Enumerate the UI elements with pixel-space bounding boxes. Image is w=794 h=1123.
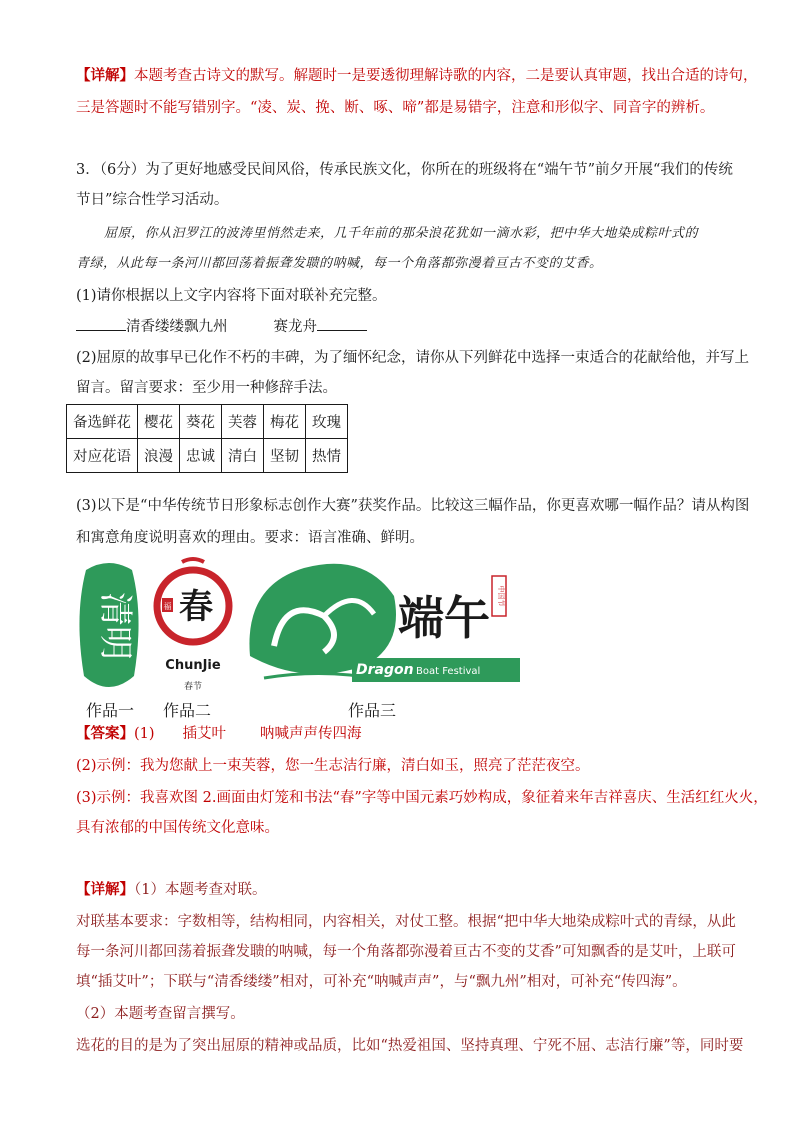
- flower-table: [66, 404, 348, 473]
- couplet-lower: 赛龙舟: [273, 319, 317, 335]
- couplet: [76, 316, 367, 337]
- table-cell: 玫瑰: [306, 405, 348, 439]
- answer-2: (2)示例：我为您献上一束芙蓉，您一生志洁行廉，清白如玉，照亮了茫茫夜空。: [76, 758, 590, 774]
- table-cell: 清白: [222, 439, 264, 473]
- duanwu-en2: Boat Festival: [416, 666, 481, 677]
- passage-line1: 屈原，你从汩罗江的波涛里悄然走来，几千年前的那朵浪花犹如一滴水彩，把中华大地染成粽叶式的: [104, 226, 699, 241]
- detail-2-head2: （2）本题考查留言撰写。: [76, 1006, 245, 1022]
- answer-1-part1: 插艾叶: [182, 726, 227, 742]
- detail-2-head: [76, 880, 266, 900]
- detail-paragraph-1: [76, 66, 758, 86]
- table-cell: 坚韧: [264, 439, 306, 473]
- qingming-logo: [74, 556, 144, 696]
- chunjie-en: ChunJie: [165, 658, 221, 673]
- table-cell: 葵花: [180, 405, 222, 439]
- table-cell: 备选鲜花: [67, 405, 138, 439]
- answer-num: (1): [134, 726, 155, 742]
- work-label-3: 作品三: [348, 701, 397, 720]
- detail-2-line3: 填“插艾叶”；下联与“清香缕缕”相对，可补充“呐喊声声”，与“飘九州”相对，可补充“传四海”。: [76, 974, 687, 990]
- detail-tag: 【详解】: [76, 67, 134, 84]
- answer-3-line1: (3)示例：我喜欢图 2.画面由灯笼和书法“春”字等中国元素巧妙构成，象征着来年吉祥喜庆、生活红红火火，: [76, 790, 768, 806]
- passage-line2: 青绿，从此每一条河川都回荡着振聋发聩的呐喊，每一个角落都弥漫着亘古不变的艾香。: [76, 256, 603, 271]
- chunjie-glyph: 春: [179, 587, 213, 627]
- chunjie-stamp-text: 福: [163, 602, 172, 611]
- table-cell: 忠诚: [180, 439, 222, 473]
- table-cell: 芙蓉: [222, 405, 264, 439]
- detail-2-line4: 选花的目的是为了突出屈原的精神或品质，比如“热爱祖国、坚持真理、宁死不屈、志洁行廉”等，同时要: [76, 1038, 744, 1054]
- couplet-blank-left[interactable]: [76, 316, 126, 331]
- couplet-upper: 清香缕缕飘九州: [126, 319, 228, 335]
- sub-question-1: (1)请你根据以上文字内容将下面对联补充完整。: [76, 288, 387, 304]
- work-label-1: 作品一: [86, 701, 135, 720]
- table-cell: 梅花: [264, 405, 306, 439]
- question-3-line2: 节日”综合性学习活动。: [76, 192, 229, 208]
- table-cell: 对应花语: [67, 439, 138, 473]
- detail-tag: 【详解】: [76, 881, 134, 898]
- answer-3-line2: 具有浓郁的中国传统文化意味。: [76, 820, 279, 836]
- chunjie-cn: 春节: [183, 682, 203, 692]
- detail-text: 本题考查古诗文的默写。解题时一是要透彻理解诗歌的内容，二是要认真审题，找出合适的诗句，: [134, 68, 758, 84]
- answer-tag: 【答案】: [76, 725, 134, 742]
- sub-question-3-line1: (3)以下是“中华传统节日形象标志创作大赛”获奖作品。比较这三幅作品，你更喜欢哪一幅作品？请从构图: [76, 498, 750, 514]
- sub-question-2-line2: 留言。留言要求：至少用一种修辞手法。: [76, 380, 337, 396]
- table-row: [67, 439, 348, 473]
- duanwu-logo: [244, 556, 520, 690]
- work-label-2: 作品二: [163, 701, 212, 720]
- qingming-glyph: 清明: [95, 592, 135, 660]
- question-3-line1: 3．（6分）为了更好地感受民间风俗，传承民族文化，你所在的班级将在“端午节”前夕开展“我们的传统: [76, 162, 733, 178]
- detail-2-line2: 每一条河川都回荡着振聋发聩的呐喊，每一个角落都弥漫着亘古不变的艾香”可知飘香的是艾叶，上联可: [76, 944, 736, 960]
- answer-1-part2: 呐喊声声传四海: [260, 726, 362, 742]
- detail-text-line2: 三是答题时不能写错别字。“凌、炭、挽、断、啄、啼”都是易错字，注意和形似字、同音字的辨析。: [76, 100, 715, 116]
- duanwu-text: 端午: [398, 591, 490, 645]
- chunjie-logo: [152, 556, 234, 696]
- answer-1: [76, 724, 362, 744]
- detail-2-line1: 对联基本要求：字数相等，结构相同，内容相关，对仗工整。根据“把中华大地染成粽叶式的青绿，从此: [76, 914, 736, 930]
- duanwu-en1: Dragon: [356, 662, 414, 678]
- table-cell: 热情: [306, 439, 348, 473]
- duanwu-seal-text: 中国节: [497, 585, 505, 607]
- table-cell: 浪漫: [138, 439, 180, 473]
- detail-2-heading: （1）本题考查对联。: [134, 882, 267, 898]
- sub-question-3-line2: 和寓意角度说明喜欢的理由。要求：语言准确、鲜明。: [76, 530, 424, 546]
- table-row: [67, 405, 348, 439]
- sub-question-2-line1: (2)屈原的故事早已化作不朽的丰碑，为了缅怀纪念，请你从下列鲜花中选择一束适合的花献给他，并写上: [76, 350, 750, 366]
- couplet-blank-right[interactable]: [317, 316, 367, 331]
- table-cell: 樱花: [138, 405, 180, 439]
- lantern-top: [182, 559, 204, 562]
